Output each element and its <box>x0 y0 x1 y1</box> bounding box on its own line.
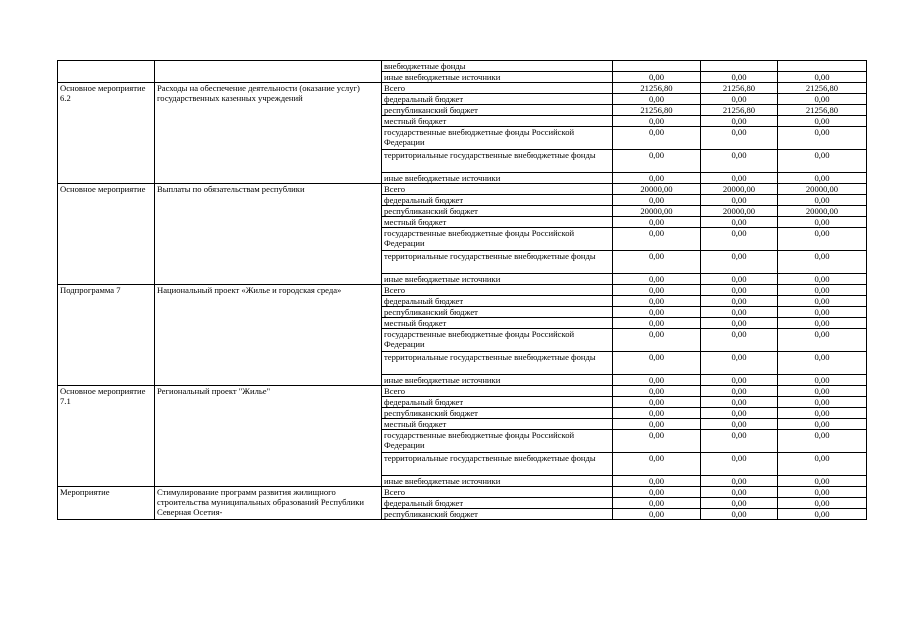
amount-cell-1: 0,00 <box>613 408 701 419</box>
amount-cell-1: 0,00 <box>613 94 701 105</box>
funding-source-cell: местный бюджет <box>382 217 613 228</box>
funding-source-cell: федеральный бюджет <box>382 195 613 206</box>
amount-cell-2: 0,00 <box>701 307 778 318</box>
amount-cell-1: 0,00 <box>613 251 701 274</box>
amount-cell-1: 0,00 <box>613 430 701 453</box>
amount-cell-3: 0,00 <box>778 408 867 419</box>
amount-cell-2: 0,00 <box>701 453 778 476</box>
activity-name-cell: Расходы на обеспечение деятельности (оказание услуг) государственных казенных учреждений <box>155 83 382 184</box>
amount-cell-2: 0,00 <box>701 127 778 150</box>
amount-cell-1: 0,00 <box>613 285 701 296</box>
amount-cell-1: 0,00 <box>613 352 701 375</box>
amount-cell-2: 20000,00 <box>701 184 778 195</box>
budget-table <box>57 60 867 520</box>
amount-cell-2: 0,00 <box>701 329 778 352</box>
amount-cell-3: 0,00 <box>778 150 867 173</box>
amount-cell-3: 0,00 <box>778 430 867 453</box>
amount-cell-1: 0,00 <box>613 318 701 329</box>
amount-cell-2: 21256,80 <box>701 105 778 116</box>
amount-cell-2: 0,00 <box>701 296 778 307</box>
table-row <box>58 487 867 498</box>
activity-code-cell: Подпрограмма 7 <box>58 285 155 386</box>
amount-cell-2: 0,00 <box>701 150 778 173</box>
activity-name-cell: Национальный проект «Жилье и городская среда» <box>155 285 382 386</box>
amount-cell-1: 0,00 <box>613 116 701 127</box>
funding-source-cell: иные внебюджетные источники <box>382 72 613 83</box>
amount-cell-1: 0,00 <box>613 476 701 487</box>
amount-cell-3: 0,00 <box>778 329 867 352</box>
amount-cell-2: 0,00 <box>701 195 778 206</box>
amount-cell-1: 20000,00 <box>613 184 701 195</box>
amount-cell-3: 20000,00 <box>778 184 867 195</box>
funding-source-cell: внебюджетные фонды <box>382 61 613 72</box>
amount-cell-3: 0,00 <box>778 352 867 375</box>
amount-cell-3: 0,00 <box>778 375 867 386</box>
amount-cell-2: 0,00 <box>701 274 778 285</box>
funding-source-cell: местный бюджет <box>382 419 613 430</box>
table-row <box>58 285 867 296</box>
amount-cell-1: 0,00 <box>613 307 701 318</box>
amount-cell-2: 20000,00 <box>701 206 778 217</box>
amount-cell-3: 0,00 <box>778 116 867 127</box>
amount-cell-1: 0,00 <box>613 72 701 83</box>
amount-cell-3: 0,00 <box>778 476 867 487</box>
amount-cell-1: 0,00 <box>613 509 701 520</box>
amount-cell-3: 0,00 <box>778 397 867 408</box>
amount-cell-3: 0,00 <box>778 386 867 397</box>
amount-cell-2: 0,00 <box>701 419 778 430</box>
funding-source-cell: иные внебюджетные источники <box>382 173 613 184</box>
amount-cell-3: 0,00 <box>778 127 867 150</box>
amount-cell-1: 0,00 <box>613 274 701 285</box>
funding-source-cell: территориальные государственные внебюджетные фонды <box>382 251 613 274</box>
amount-cell-3: 21256,80 <box>778 105 867 116</box>
funding-source-cell: государственные внебюджетные фонды Российской Федерации <box>382 430 613 453</box>
funding-source-cell: республиканский бюджет <box>382 408 613 419</box>
budget-table-body <box>58 61 867 520</box>
amount-cell-2: 0,00 <box>701 72 778 83</box>
amount-cell-3: 0,00 <box>778 94 867 105</box>
amount-cell-1: 0,00 <box>613 419 701 430</box>
amount-cell-2: 0,00 <box>701 487 778 498</box>
amount-cell-1: 20000,00 <box>613 206 701 217</box>
amount-cell-1: 21256,80 <box>613 105 701 116</box>
amount-cell-3: 0,00 <box>778 285 867 296</box>
activity-code-cell: Основное мероприятие <box>58 184 155 285</box>
funding-source-cell: республиканский бюджет <box>382 105 613 116</box>
funding-source-cell: территориальные государственные внебюджетные фонды <box>382 453 613 476</box>
funding-source-cell: Всего <box>382 487 613 498</box>
funding-source-cell: федеральный бюджет <box>382 296 613 307</box>
amount-cell-2: 0,00 <box>701 509 778 520</box>
amount-cell-2: 0,00 <box>701 498 778 509</box>
table-row <box>58 83 867 94</box>
amount-cell-2: 0,00 <box>701 386 778 397</box>
amount-cell-3: 0,00 <box>778 217 867 228</box>
amount-cell-1: 0,00 <box>613 386 701 397</box>
amount-cell-2: 0,00 <box>701 173 778 184</box>
amount-cell-2: 0,00 <box>701 318 778 329</box>
amount-cell-1: 0,00 <box>613 375 701 386</box>
amount-cell-3: 0,00 <box>778 274 867 285</box>
amount-cell-1 <box>613 61 701 72</box>
amount-cell-2: 0,00 <box>701 228 778 251</box>
amount-cell-2 <box>701 61 778 72</box>
amount-cell-3: 0,00 <box>778 509 867 520</box>
funding-source-cell: местный бюджет <box>382 318 613 329</box>
funding-source-cell: государственные внебюджетные фонды Российской Федерации <box>382 228 613 251</box>
amount-cell-2: 0,00 <box>701 94 778 105</box>
funding-source-cell: территориальные государственные внебюджетные фонды <box>382 352 613 375</box>
empty-name-cell <box>155 61 382 83</box>
amount-cell-1: 0,00 <box>613 127 701 150</box>
amount-cell-1: 0,00 <box>613 150 701 173</box>
amount-cell-2: 0,00 <box>701 476 778 487</box>
amount-cell-3: 0,00 <box>778 251 867 274</box>
amount-cell-1: 0,00 <box>613 296 701 307</box>
amount-cell-3: 0,00 <box>778 453 867 476</box>
amount-cell-1: 0,00 <box>613 217 701 228</box>
amount-cell-3: 20000,00 <box>778 206 867 217</box>
funding-source-cell: иные внебюджетные источники <box>382 375 613 386</box>
amount-cell-2: 0,00 <box>701 116 778 127</box>
amount-cell-3: 21256,80 <box>778 83 867 94</box>
funding-source-cell: Всего <box>382 285 613 296</box>
amount-cell-2: 21256,80 <box>701 83 778 94</box>
funding-source-cell: государственные внебюджетные фонды Российской Федерации <box>382 127 613 150</box>
amount-cell-3: 0,00 <box>778 296 867 307</box>
funding-source-cell: Всего <box>382 83 613 94</box>
funding-source-cell: федеральный бюджет <box>382 397 613 408</box>
funding-source-cell: республиканский бюджет <box>382 509 613 520</box>
amount-cell-1: 0,00 <box>613 329 701 352</box>
amount-cell-3: 0,00 <box>778 419 867 430</box>
amount-cell-2: 0,00 <box>701 397 778 408</box>
amount-cell-3: 0,00 <box>778 498 867 509</box>
table-row <box>58 61 867 72</box>
activity-name-cell: Выплаты по обязательствам республики <box>155 184 382 285</box>
funding-source-cell: Всего <box>382 386 613 397</box>
activity-code-cell: Мероприятие <box>58 487 155 520</box>
amount-cell-2: 0,00 <box>701 251 778 274</box>
table-row <box>58 386 867 397</box>
funding-source-cell: Всего <box>382 184 613 195</box>
funding-source-cell: государственные внебюджетные фонды Российской Федерации <box>382 329 613 352</box>
amount-cell-1: 0,00 <box>613 487 701 498</box>
amount-cell-1: 0,00 <box>613 453 701 476</box>
amount-cell-3: 0,00 <box>778 228 867 251</box>
amount-cell-3: 0,00 <box>778 307 867 318</box>
amount-cell-1: 0,00 <box>613 195 701 206</box>
activity-code-cell: Основное мероприятие 6.2 <box>58 83 155 184</box>
funding-source-cell: территориальные государственные внебюджетные фонды <box>382 150 613 173</box>
activity-code-cell: Основное мероприятие 7.1 <box>58 386 155 487</box>
funding-source-cell: иные внебюджетные источники <box>382 476 613 487</box>
amount-cell-3: 0,00 <box>778 318 867 329</box>
funding-source-cell: республиканский бюджет <box>382 206 613 217</box>
amount-cell-1: 0,00 <box>613 498 701 509</box>
table-row <box>58 184 867 195</box>
amount-cell-3 <box>778 61 867 72</box>
activity-name-cell: Стимулирование программ развития жилищного строительства муниципальных образований Республики Северная Осетия- <box>155 487 382 520</box>
funding-source-cell: республиканский бюджет <box>382 307 613 318</box>
amount-cell-3: 0,00 <box>778 487 867 498</box>
amount-cell-2: 0,00 <box>701 375 778 386</box>
empty-code-cell <box>58 61 155 83</box>
amount-cell-3: 0,00 <box>778 72 867 83</box>
amount-cell-2: 0,00 <box>701 430 778 453</box>
activity-name-cell: Региональный проект "Жилье" <box>155 386 382 487</box>
amount-cell-1: 0,00 <box>613 173 701 184</box>
funding-source-cell: местный бюджет <box>382 116 613 127</box>
amount-cell-2: 0,00 <box>701 285 778 296</box>
amount-cell-2: 0,00 <box>701 217 778 228</box>
amount-cell-1: 0,00 <box>613 397 701 408</box>
amount-cell-3: 0,00 <box>778 173 867 184</box>
amount-cell-2: 0,00 <box>701 352 778 375</box>
funding-source-cell: федеральный бюджет <box>382 498 613 509</box>
amount-cell-3: 0,00 <box>778 195 867 206</box>
funding-source-cell: иные внебюджетные источники <box>382 274 613 285</box>
funding-source-cell: федеральный бюджет <box>382 94 613 105</box>
amount-cell-1: 0,00 <box>613 228 701 251</box>
amount-cell-2: 0,00 <box>701 408 778 419</box>
amount-cell-1: 21256,80 <box>613 83 701 94</box>
